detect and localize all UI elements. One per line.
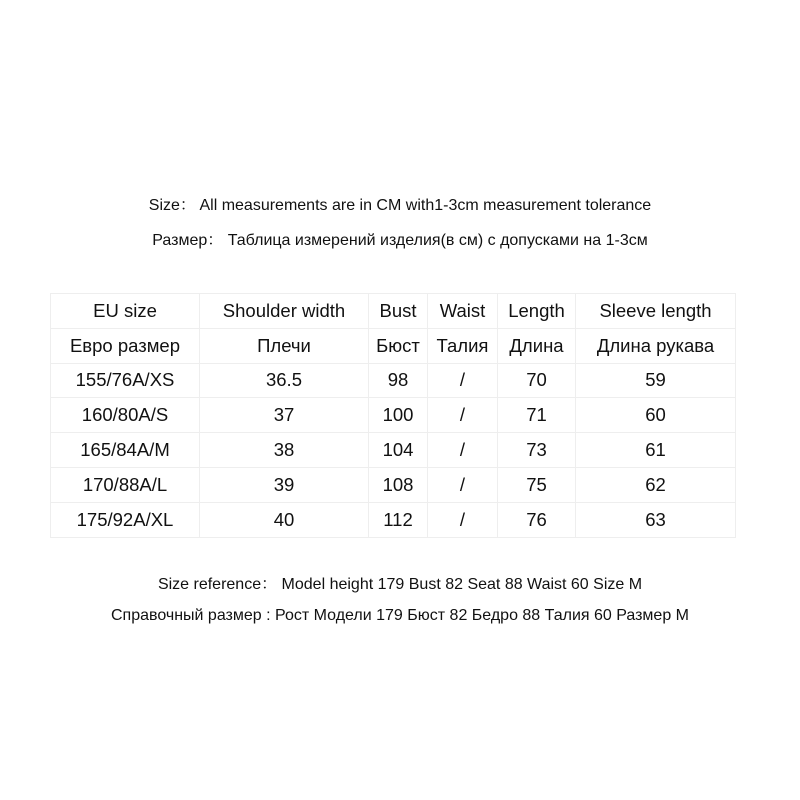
- table-cell: 40: [200, 502, 369, 537]
- header-cell: Waist: [428, 294, 498, 329]
- header-cell-ru: Бюст: [369, 328, 428, 363]
- header-cell-ru: Плечи: [200, 328, 369, 363]
- table-row: [51, 502, 736, 537]
- table-cell: 76: [498, 502, 576, 537]
- table-cell: /: [428, 433, 498, 468]
- table-cell: 37: [200, 398, 369, 433]
- table-cell: 160/80A/S: [51, 398, 200, 433]
- table-cell: /: [428, 467, 498, 502]
- table-row: [51, 433, 736, 468]
- size-reference-note-ru: Справочный размер : Рост Модели 179 Бюст 82 Бедро 88 Талия 60 Размер M: [110, 607, 689, 624]
- header-cell-ru: Длина рукава: [576, 328, 736, 363]
- header-cell-ru: Талия: [428, 328, 498, 363]
- table-cell: 71: [498, 398, 576, 433]
- table-cell: 60: [576, 398, 736, 433]
- table-row: [51, 398, 736, 433]
- table-cell: 104: [369, 433, 428, 468]
- table-cell: 170/88A/L: [51, 467, 200, 502]
- table-cell: 59: [576, 363, 736, 398]
- table-cell: /: [428, 502, 498, 537]
- table-cell: /: [428, 398, 498, 433]
- table-cell: 73: [498, 433, 576, 468]
- size-chart-table: [50, 293, 736, 538]
- table-cell: 100: [369, 398, 428, 433]
- table-cell: 175/92A/XL: [51, 502, 200, 537]
- measurement-note: Size： All measurements are in CM with1-3cm measurement tolerance: [148, 197, 652, 214]
- header-cell: Shoulder width: [200, 294, 369, 329]
- table-header-row-ru: [51, 328, 736, 363]
- table-cell: 36.5: [200, 363, 369, 398]
- table-cell: 62: [576, 467, 736, 502]
- table-cell: 112: [369, 502, 428, 537]
- header-cell-ru: Длина: [498, 328, 576, 363]
- header-cell: Sleeve length: [576, 294, 736, 329]
- header-cell: Bust: [369, 294, 428, 329]
- table-cell: 108: [369, 467, 428, 502]
- table-cell: 165/84A/M: [51, 433, 200, 468]
- table-cell: /: [428, 363, 498, 398]
- header-cell-ru: Евро размер: [51, 328, 200, 363]
- header-cell: EU size: [51, 294, 200, 329]
- table-cell: 75: [498, 467, 576, 502]
- table-row: [51, 467, 736, 502]
- table-cell: 39: [200, 467, 369, 502]
- size-reference-note: Size reference： Model height 179 Bust 82 Seat 88 Waist 60 Size M: [157, 576, 643, 593]
- table-row: [51, 363, 736, 398]
- table-cell: 70: [498, 363, 576, 398]
- table-cell: 38: [200, 433, 369, 468]
- table-cell: 98: [369, 363, 428, 398]
- table-header-row: [51, 294, 736, 329]
- measurement-note-ru: Размер： Таблица измерений изделия(в см) с допусками на 1-3см: [152, 232, 648, 249]
- table-cell: 63: [576, 502, 736, 537]
- table-cell: 155/76A/XS: [51, 363, 200, 398]
- header-cell: Length: [498, 294, 576, 329]
- table-cell: 61: [576, 433, 736, 468]
